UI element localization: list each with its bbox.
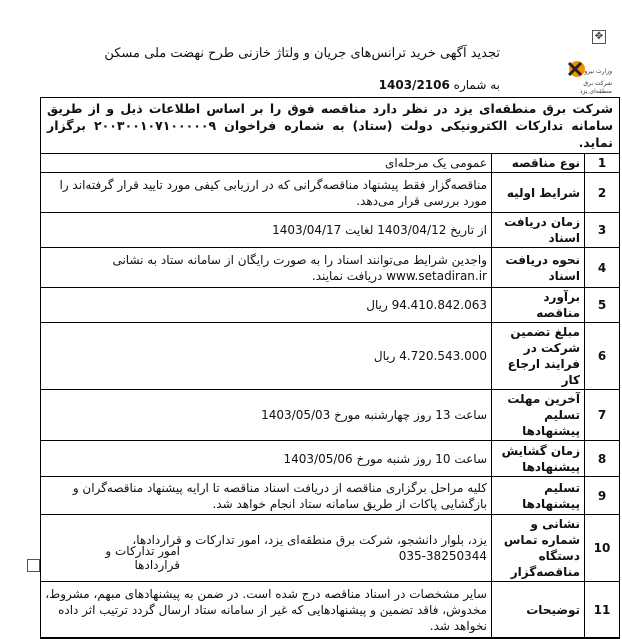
row-label: نشانی و شماره تماس دستگاه مناقصه‌گزار [492,515,585,582]
row-value: از تاریخ 1403/04/12 لغایت 1403/04/17 [41,213,492,248]
row-label: مبلغ تضمین شرکت در فرایند ارجاع کار [492,323,585,390]
row-number: 9 [585,477,620,515]
table-row [41,154,619,173]
row-number: 5 [585,288,620,323]
row-value: ساعت 10 روز شنبه مورخ 1403/05/06 [41,441,492,477]
row-number: 3 [585,213,620,248]
number-value: 1403/2106 [378,78,450,92]
checkbox-marker[interactable] [27,559,40,572]
row-value-text: واجدین شرایط می‌توانند اسناد را به صورت رایگان از سامانه ستاد به نشانی [112,252,487,267]
row-number: 11 [585,582,620,638]
notice-number [200,78,500,92]
notice-title: تجدید آگهی خرید ترانس‌های جریان و ولتاژ خازنی طرح نهضت ملی مسکن [104,46,500,61]
row-number: 10 [585,515,620,582]
contact-phone: 035-38250344 [398,549,487,563]
number-prefix: به شماره [453,78,500,92]
row-label: آخرین مهلت تسلیم پیشنهادها [492,390,585,441]
row-label: نوع مناقصه [492,154,585,173]
row-label: زمان دریافت اسناد [492,213,585,248]
row-number: 6 [585,323,620,390]
table-row [41,390,619,441]
row-label: برآورد مناقصه [492,288,585,323]
footer-signature: امور تدارکات و قراردادها [105,544,180,572]
intro-text: شرکت برق منطقه‌ای یزد در نظر دارد مناقصه فوق را بر اساس اطلاعات ذیل و از طریق سامانه تدارکات الکترونیکی دولت (ستاد) به شماره فراخوان ۲۰۰۳۰۰۱۰۷۱۰۰۰۰۰۹ برگزار نماید. [41,98,619,154]
row-value: مناقصه‌گزار فقط پیشنهاد مناقصه‌گرانی که در ارزیابی کیفی مورد تایید قرار گرفته‌اند را مورد بررسی قرار می‌دهد. [41,173,492,213]
row-number: 7 [585,390,620,441]
row-value: عمومی یک مرحله‌ای [41,154,492,173]
logo-caption-company: شرکت برق منطقه‌ای یزد [579,80,612,95]
move-handle-icon[interactable]: ✥ [592,30,606,44]
row-label: تسلیم پیشنهادها [492,477,585,515]
row-value: 4.720.543.000 ریال [41,323,492,390]
row-number: 8 [585,441,620,477]
setad-link[interactable]: www.setadiran.ir [386,268,487,283]
table-row [41,323,619,390]
row-value [41,248,492,288]
row-label: زمان گشایش پیشنهادها [492,441,585,477]
row-value: 94.410.842.063 ریال [41,288,492,323]
logo-caption-ministry: وزارت نیرو [584,68,612,75]
row-number: 2 [585,173,620,213]
table-row [41,582,619,638]
row-value-tail: دریافت نمایند. [311,268,383,283]
table-row [41,288,619,323]
row-number: 1 [585,154,620,173]
row-value: کلیه مراحل برگزاری مناقصه از دریافت اسناد مناقصه تا ارایه پیشنهاد مناقصه‌گران و بازگشایی پاکات از طریق سامانه ستاد انجام خواهد شد. [41,477,492,515]
table-row [41,477,619,515]
row-value: سایر مشخصات در اسناد مناقصه درج شده است. در ضمن به پیشنهادهای مبهم، مشروط، مخدوش، فاقد تضمین و پیشنهادهایی که غیر از سامانه ستاد ارسال گردد ترتیب اثر داده نخواهد شد. [41,582,492,638]
table-row [41,213,619,248]
row-value: ساعت 13 روز چهارشنبه مورخ 1403/05/03 [41,390,492,441]
row-label: شرایط اولیه [492,173,585,213]
row-number: 4 [585,248,620,288]
row-label: توضیحات [492,582,585,638]
table-row [41,248,619,288]
table-row [41,173,619,213]
row-value-text: یزد، بلوار دانشجو، شرکت برق منطقه‌ای یزد، امور تدارکات و قراردادها، [132,533,487,547]
table-row [41,441,619,477]
row-label: نحوه دریافت اسناد [492,248,585,288]
